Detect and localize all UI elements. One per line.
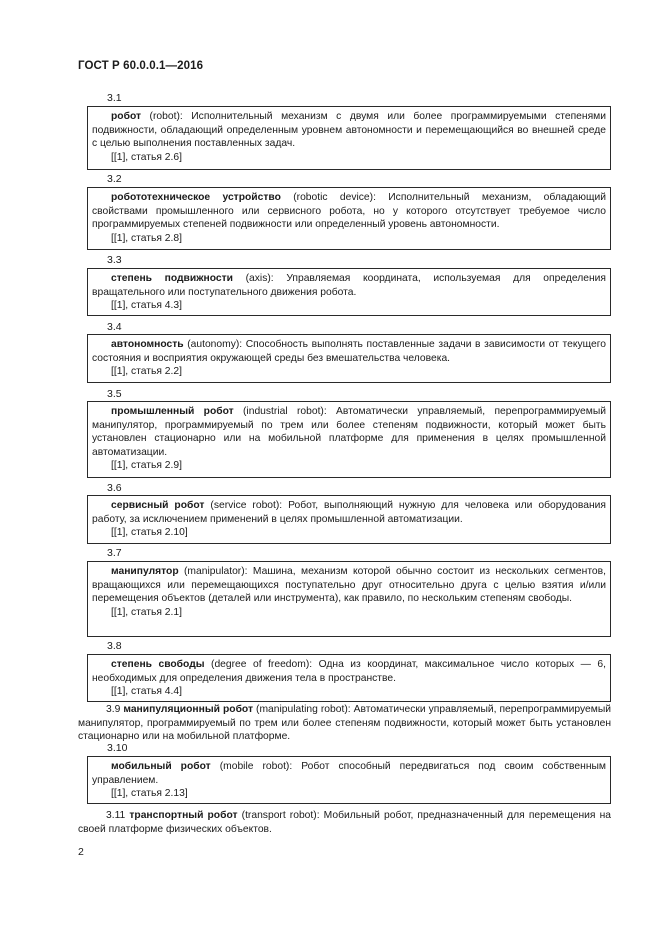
term-reference: [[1], статья 2.2]: [111, 366, 182, 377]
term-name: транспортный робот: [129, 810, 238, 821]
term-reference: [[1], статья 4.3]: [111, 300, 182, 311]
clause-number: 3.5: [107, 388, 122, 400]
term-box: [87, 268, 611, 316]
term-reference: [[1], статья 2.1]: [111, 606, 182, 618]
term-english: (industrial robot):: [233, 406, 337, 417]
term-reference: [[1], статья 4.4]: [111, 686, 182, 697]
term-name: степень подвижности: [111, 273, 233, 284]
term-english: (axis):: [232, 273, 287, 284]
term-name: манипулятор: [111, 566, 179, 577]
clause-number: 3.8: [107, 640, 122, 652]
term-definition: Мобильный робот, предназначенный для перемещения на своей платформе физических объектов.: [78, 810, 611, 835]
term-english: (autonomy):: [183, 339, 246, 350]
term-definition: Робот, выполняющий нужную для человека или оборудования работу, за исключением применений в целях промышленной автоматизации.: [92, 500, 606, 525]
term-english: (manipulator):: [178, 566, 253, 577]
term-reference: [[1], статья 2.9]: [111, 460, 182, 471]
term-box: [87, 561, 611, 637]
term-box: [87, 106, 611, 170]
term-english: (transport robot):: [237, 810, 324, 821]
clause-number: 3.6: [107, 482, 122, 494]
clause-number: 3.11: [106, 810, 126, 821]
term-name: мобильный робот: [111, 761, 211, 772]
term-english: (mobile robot):: [210, 761, 302, 772]
document-header: ГОСТ Р 60.0.0.1—2016: [78, 60, 204, 72]
term-reference: [[1], статья 2.10]: [111, 527, 188, 538]
term-box: [87, 401, 611, 478]
term-name: автономность: [111, 339, 184, 350]
term-definition: Способность выполнять поставленные задачи в зависимости от текущего состояния и восприятия окружающей среды без вмешательства человека.: [92, 339, 606, 364]
clause-number: 3.1: [107, 92, 122, 104]
term-english: (service robot):: [204, 500, 289, 511]
clause-paragraph: [78, 703, 611, 744]
term-box: [87, 495, 611, 544]
term-definition: Автоматически управляемый, перепрограммируемый манипулятор, программируемый по трем или более степеням подвижности, который может быть установлен стационарно или на мобильной платформе.: [78, 704, 611, 742]
clause-number: 3.2: [107, 173, 122, 185]
term-name: робот: [111, 111, 142, 122]
clause-paragraph: [78, 809, 611, 836]
term-english: (degree of freedom):: [204, 659, 319, 670]
term-english: (robot):: [141, 111, 192, 122]
term-definition: Одна из координат, максимальное число которых — 6, необходимых для определения движения тела в пространстве.: [92, 659, 606, 684]
term-english: (robotic device):: [280, 192, 389, 203]
term-definition: Управляемая координата, используемая для определения вращательного или поступательного движения робота.: [92, 273, 606, 298]
term-box: [87, 654, 611, 702]
term-definition: Исполнительный механизм, обладающий свойствами промышленного или сервисного робота, но у которого отсутствует требуемое число программируемых степеней подвижности или определенный уровень автономности.: [92, 192, 606, 230]
term-box: [87, 756, 611, 804]
term-definition: Робот способный передвигаться под своим собственным управлением.: [92, 761, 606, 786]
term-definition: Автоматически управляемый, перепрограммируемый манипулятор, программируемый по трем или более степеням подвижности, который может быть установлен стационарно или на мобильной платформе для применения в целях промышленной автоматизации.: [92, 406, 606, 458]
term-box: [87, 187, 611, 250]
term-definition: Машина, механизм которой обычно состоит из нескольких сегментов, вращающихся или перемещающихся поступательно друг относительно друга с целью взятия и/или перемещения объектов (деталей или инструмента), как правило, по нескольким степеням свободы.: [92, 566, 606, 604]
term-name: манипуляционный робот: [123, 704, 254, 715]
term-definition: Исполнительный механизм с двумя или более программируемыми степенями подвижности, обладающий определенным уровнем автономности и перемещающийся во внешней среде с целью выполнения поставленных задач.: [92, 111, 606, 149]
term-reference: [[1], статья 2.13]: [111, 788, 188, 799]
term-name: робототехническое устройство: [111, 192, 281, 203]
term-reference: [[1], статья 2.6]: [111, 151, 182, 163]
clause-number: 3.3: [107, 254, 122, 266]
clause-number: 3.10: [107, 742, 128, 754]
term-box: [87, 334, 611, 383]
page-number: 2: [78, 846, 84, 858]
term-name: промышленный робот: [111, 406, 234, 417]
term-reference: [[1], статья 2.8]: [111, 232, 182, 244]
term-name: сервисный робот: [111, 500, 205, 511]
clause-number: 3.7: [107, 547, 122, 559]
term-english: (manipulating robot):: [253, 704, 354, 715]
term-name: степень свободы: [111, 659, 205, 670]
clause-number: 3.4: [107, 321, 122, 333]
clause-number: 3.9: [106, 704, 121, 715]
